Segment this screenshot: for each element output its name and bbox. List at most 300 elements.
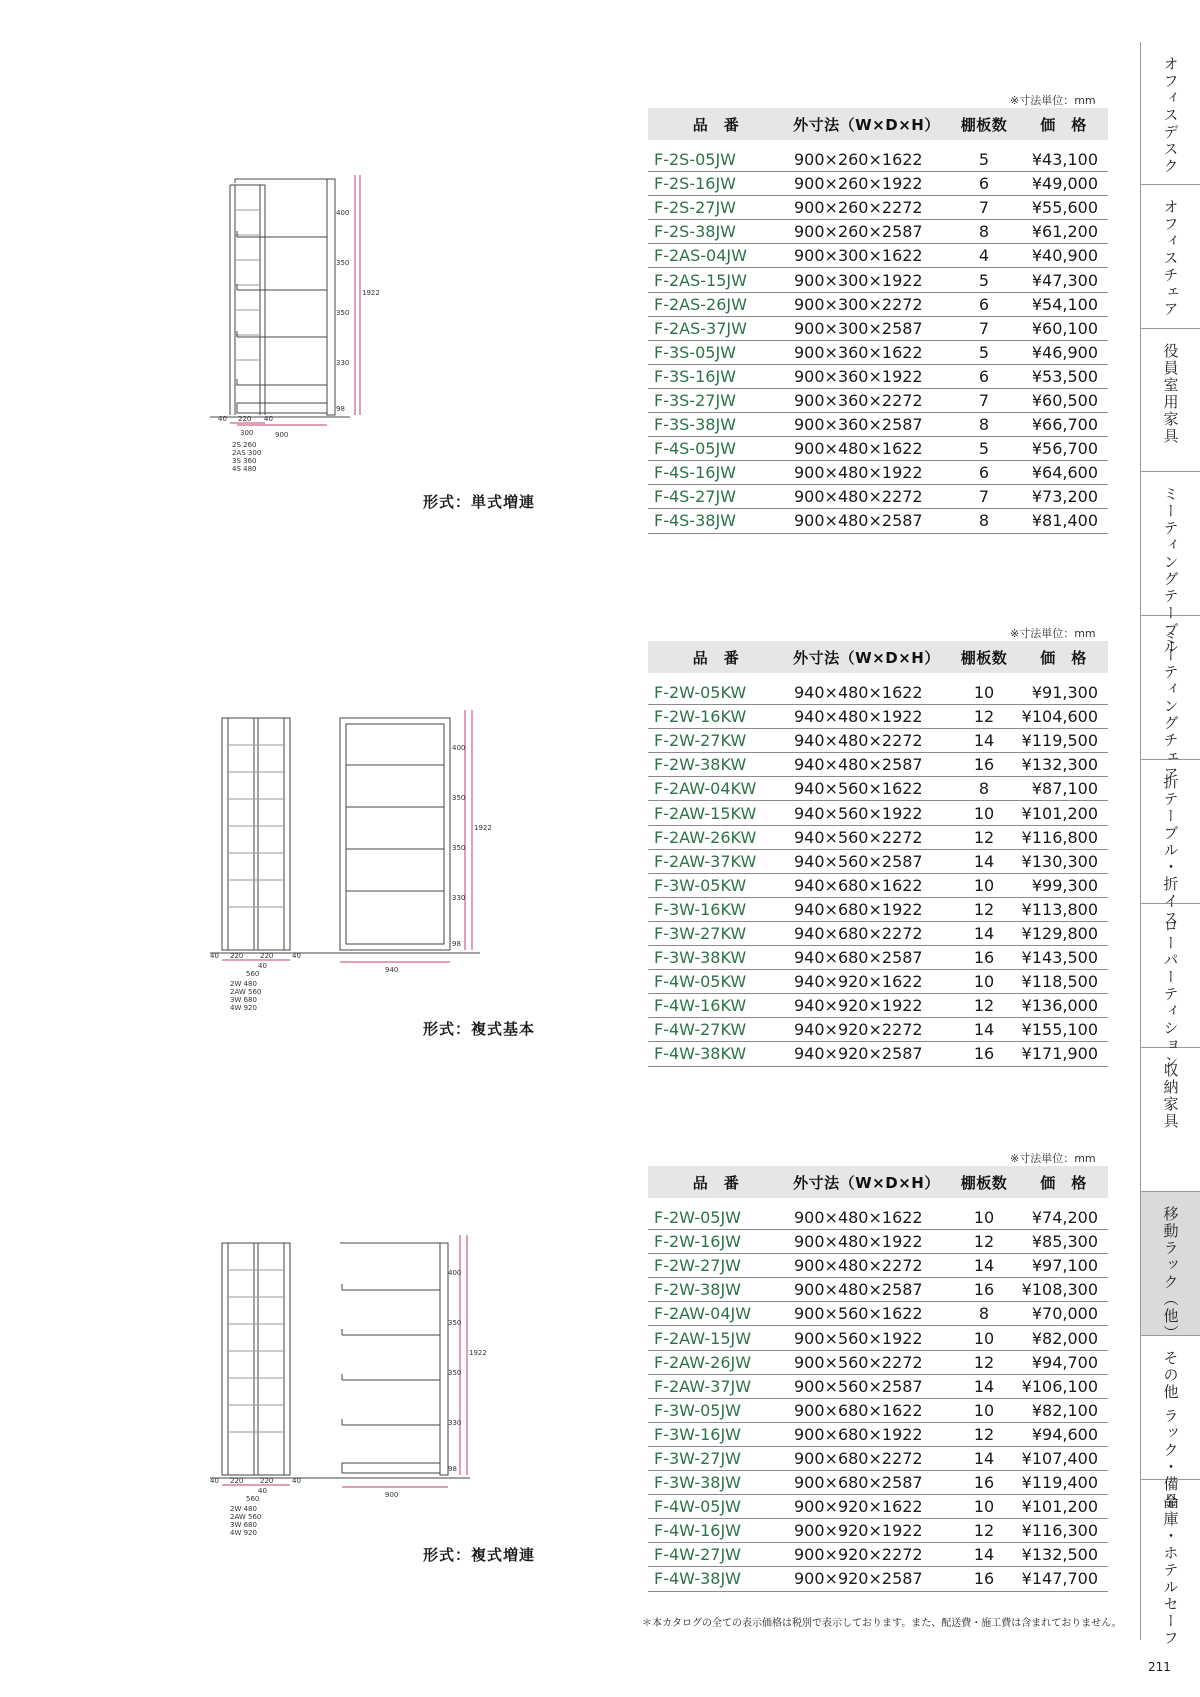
dim-label: 1922: [362, 289, 380, 297]
nav-item-label: ミーティングテーブル: [1161, 486, 1180, 656]
outer-dimensions: 940×480×1622: [784, 681, 949, 705]
price: ¥81,400: [1019, 509, 1108, 533]
price: ¥99,300: [1019, 873, 1108, 897]
shelf-count: 8: [949, 509, 1019, 533]
table-row: [648, 340, 1108, 364]
table-row: [648, 873, 1108, 897]
table-row: [648, 1543, 1108, 1567]
table-row: [648, 509, 1108, 533]
price: ¥104,600: [1019, 705, 1108, 729]
spec-table: [648, 1166, 1108, 1592]
variant-label: 3W 680: [230, 996, 257, 1004]
shelf-count: 10: [949, 1206, 1019, 1230]
price: ¥130,300: [1019, 849, 1108, 873]
product-code: F-2AS-04JW: [648, 244, 784, 268]
price: ¥119,400: [1019, 1471, 1108, 1495]
outer-dimensions: 900×920×1922: [784, 1519, 949, 1543]
product-code: F-2AW-37KW: [648, 849, 784, 873]
product-code: F-2AS-37JW: [648, 316, 784, 340]
product-code: F-4W-16KW: [648, 994, 784, 1018]
price: ¥87,100: [1019, 777, 1108, 801]
outer-dimensions: 900×360×1922: [784, 364, 949, 388]
dim-label: 40: [292, 952, 301, 960]
variant-label: 2W 480: [230, 1505, 257, 1513]
nav-item-mobile-rack[interactable]: [1141, 1192, 1200, 1342]
outer-dimensions: 900×480×2272: [784, 1254, 949, 1278]
dim-label: 40: [258, 1487, 267, 1495]
outer-dimensions: 940×480×1922: [784, 705, 949, 729]
nav-item-office-desk[interactable]: [1141, 42, 1200, 185]
table-body: [648, 681, 1108, 1066]
shelf-count: 16: [949, 753, 1019, 777]
product-code: F-2AW-15KW: [648, 801, 784, 825]
table-row: [648, 364, 1108, 388]
table-row: [648, 316, 1108, 340]
table-row: [648, 1374, 1108, 1398]
table-row: [648, 1278, 1108, 1302]
header-price: 価 格: [1019, 641, 1108, 673]
product-code: F-4W-05KW: [648, 970, 784, 994]
shelf-count: 10: [949, 1398, 1019, 1422]
product-code: F-4S-16JW: [648, 461, 784, 485]
price: ¥40,900: [1019, 244, 1108, 268]
nav-item-label: 収納家具: [1161, 1062, 1180, 1130]
outer-dimensions: 900×920×2587: [784, 1567, 949, 1591]
dim-label: 330: [336, 359, 350, 367]
outer-dimensions: 900×480×1922: [784, 1230, 949, 1254]
product-code: F-2W-27JW: [648, 1254, 784, 1278]
outer-dimensions: 900×260×2272: [784, 196, 949, 220]
price: ¥55,600: [1019, 196, 1108, 220]
nav-item-other-racks[interactable]: [1141, 1336, 1200, 1510]
shelf-count: 12: [949, 1230, 1019, 1254]
table-row: [648, 946, 1108, 970]
price: ¥61,200: [1019, 220, 1108, 244]
product-code: F-3S-16JW: [648, 364, 784, 388]
product-code: F-2W-38JW: [648, 1278, 784, 1302]
product-code: F-4W-16JW: [648, 1519, 784, 1543]
spec-table: [648, 108, 1108, 534]
product-code: F-2W-05JW: [648, 1206, 784, 1230]
table-row: [648, 777, 1108, 801]
price: ¥82,000: [1019, 1326, 1108, 1350]
shelf-count: 5: [949, 340, 1019, 364]
shelf-count: 10: [949, 873, 1019, 897]
nav-item-executive-furniture[interactable]: [1141, 329, 1200, 472]
price: ¥47,300: [1019, 268, 1108, 292]
outer-dimensions: 940×920×1922: [784, 994, 949, 1018]
dim-label: 940: [385, 966, 399, 974]
table-row: [648, 1042, 1108, 1066]
shelf-count: 10: [949, 1495, 1019, 1519]
price: ¥94,600: [1019, 1422, 1108, 1446]
price: ¥101,200: [1019, 801, 1108, 825]
dim-label: 400: [448, 1269, 462, 1277]
dim-label: 350: [448, 1369, 462, 1377]
nav-item-label: オフィスデスク: [1161, 56, 1180, 175]
dim-label: 98: [336, 405, 345, 413]
nav-item-meeting-chair[interactable]: [1141, 616, 1200, 783]
nav-item-label: ミーティングチェア: [1161, 630, 1180, 783]
variant-label: 2AW 560: [230, 1513, 262, 1521]
form-label: 形式：複式増連: [423, 1546, 536, 1564]
dim-label: 40: [258, 962, 267, 970]
shelf-drawing-single-add-on: [210, 175, 510, 475]
shelf-count: 8: [949, 777, 1019, 801]
table-row: [648, 220, 1108, 244]
table-row: [648, 413, 1108, 437]
product-code: F-2S-05JW: [648, 148, 784, 172]
product-code: F-2S-16JW: [648, 172, 784, 196]
table-row: [648, 268, 1108, 292]
outer-dimensions: 900×680×2587: [784, 1471, 949, 1495]
dim-label: 40: [210, 952, 219, 960]
table-body: [648, 1206, 1108, 1591]
shelf-count: 16: [949, 946, 1019, 970]
header-shelves: 棚板数: [949, 1166, 1019, 1198]
dim-label: 98: [448, 1465, 457, 1473]
shelf-count: 5: [949, 268, 1019, 292]
outer-dimensions: 940×920×2587: [784, 1042, 949, 1066]
product-code: F-4S-27JW: [648, 485, 784, 509]
outer-dimensions: 900×480×2272: [784, 485, 949, 509]
outer-dimensions: 900×300×1622: [784, 244, 949, 268]
nav-item-storage[interactable]: [1141, 1048, 1200, 1192]
outer-dimensions: 900×300×1922: [784, 268, 949, 292]
outer-dimensions: 940×560×2587: [784, 849, 949, 873]
dim-label: 40: [218, 415, 227, 423]
product-code: F-3W-16JW: [648, 1422, 784, 1446]
table-row: [648, 1398, 1108, 1422]
table-row: [648, 825, 1108, 849]
price: ¥49,000: [1019, 172, 1108, 196]
shelf-count: 14: [949, 1018, 1019, 1042]
product-code: F-3S-27JW: [648, 388, 784, 412]
nav-item-label: 折テーブル・折イス: [1161, 774, 1180, 927]
shelf-count: 8: [949, 413, 1019, 437]
shelf-count: 16: [949, 1471, 1019, 1495]
product-code: F-3W-05JW: [648, 1398, 784, 1422]
shelf-count: 6: [949, 292, 1019, 316]
product-code: F-2W-05KW: [648, 681, 784, 705]
price: ¥97,100: [1019, 1254, 1108, 1278]
header-price: 価 格: [1019, 1166, 1108, 1198]
dim-label: 560: [246, 1495, 260, 1503]
dim-label: 350: [336, 259, 350, 267]
shelf-drawing-double-basic: [210, 710, 510, 1010]
shelf-count: 14: [949, 1374, 1019, 1398]
table-row: [648, 388, 1108, 412]
dim-label: 40: [264, 415, 273, 423]
shelf-count: 16: [949, 1567, 1019, 1591]
outer-dimensions: 940×680×2587: [784, 946, 949, 970]
table-row: [648, 485, 1108, 509]
header-code: 品 番: [648, 108, 784, 140]
outer-dimensions: 900×560×2272: [784, 1350, 949, 1374]
nav-item-office-chair[interactable]: [1141, 185, 1200, 329]
shelf-count: 10: [949, 801, 1019, 825]
shelf-count: 10: [949, 970, 1019, 994]
price: ¥155,100: [1019, 1018, 1108, 1042]
product-code: F-2AW-37JW: [648, 1374, 784, 1398]
table-row: [648, 148, 1108, 172]
shelf-count: 14: [949, 1446, 1019, 1470]
dim-label: 350: [452, 794, 466, 802]
shelf-count: 6: [949, 461, 1019, 485]
outer-dimensions: 940×680×1922: [784, 897, 949, 921]
outer-dimensions: 940×680×2272: [784, 921, 949, 945]
outer-dimensions: 900×260×1922: [784, 172, 949, 196]
outer-dimensions: 900×560×1922: [784, 1326, 949, 1350]
table-row: [648, 921, 1108, 945]
product-code: F-2AW-04JW: [648, 1302, 784, 1326]
product-code: F-2AW-04KW: [648, 777, 784, 801]
header-code: 品 番: [648, 641, 784, 673]
product-code: F-2S-27JW: [648, 196, 784, 220]
product-code: F-2W-38KW: [648, 753, 784, 777]
dim-label: 350: [336, 309, 350, 317]
price: ¥94,700: [1019, 1350, 1108, 1374]
price: ¥132,300: [1019, 753, 1108, 777]
dim-label: 350: [452, 844, 466, 852]
product-code: F-2AW-15JW: [648, 1326, 784, 1350]
price: ¥64,600: [1019, 461, 1108, 485]
shelf-drawing-double-add-on: [210, 1235, 510, 1535]
product-code: F-3W-38KW: [648, 946, 784, 970]
nav-item-label: 移動ラック（他）: [1161, 1206, 1180, 1342]
spec-table: [648, 641, 1108, 1067]
technical-drawing: [210, 710, 510, 1010]
product-code: F-4W-05JW: [648, 1495, 784, 1519]
price: ¥43,100: [1019, 148, 1108, 172]
outer-dimensions: 900×360×2272: [784, 388, 949, 412]
shelf-count: 5: [949, 437, 1019, 461]
nav-item-meeting-table[interactable]: [1141, 472, 1200, 656]
outer-dimensions: 900×560×1622: [784, 1302, 949, 1326]
price: ¥82,100: [1019, 1398, 1108, 1422]
price: ¥116,300: [1019, 1519, 1108, 1543]
table-row: [648, 1350, 1108, 1374]
price: ¥91,300: [1019, 681, 1108, 705]
price: ¥74,200: [1019, 1206, 1108, 1230]
header-dims: 外寸法（W×D×H）: [784, 641, 949, 673]
outer-dimensions: 900×480×1622: [784, 437, 949, 461]
header-shelves: 棚板数: [949, 108, 1019, 140]
price: ¥101,200: [1019, 1495, 1108, 1519]
price: ¥118,500: [1019, 970, 1108, 994]
product-code: F-4W-38KW: [648, 1042, 784, 1066]
price: ¥147,700: [1019, 1567, 1108, 1591]
shelf-count: 6: [949, 364, 1019, 388]
dim-label: 1922: [469, 1349, 487, 1357]
page-number: 211: [1148, 1660, 1171, 1674]
outer-dimensions: 900×360×2587: [784, 413, 949, 437]
shelf-count: 5: [949, 148, 1019, 172]
product-code: F-2AW-26JW: [648, 1350, 784, 1374]
outer-dimensions: 940×480×2272: [784, 729, 949, 753]
table-row: [648, 681, 1108, 705]
table-row: [648, 729, 1108, 753]
dim-label: 1922: [474, 824, 492, 832]
product-code: F-3W-38JW: [648, 1471, 784, 1495]
product-code: F-2AW-26KW: [648, 825, 784, 849]
price: ¥53,500: [1019, 364, 1108, 388]
product-code: F-4W-27JW: [648, 1543, 784, 1567]
outer-dimensions: 900×680×1922: [784, 1422, 949, 1446]
price-footnote: ＊本カタログの全ての表示価格は税別で表示しております。また、配送費・施工費は含まれておりません。: [642, 1618, 1122, 1629]
price: ¥116,800: [1019, 825, 1108, 849]
shelf-count: 12: [949, 1422, 1019, 1446]
product-code: F-3W-27KW: [648, 921, 784, 945]
shelf-count: 14: [949, 921, 1019, 945]
table-row: [648, 1495, 1108, 1519]
header-code: 品 番: [648, 1166, 784, 1198]
shelf-count: 16: [949, 1042, 1019, 1066]
header-price: 価 格: [1019, 108, 1108, 140]
nav-item-folding[interactable]: [1141, 760, 1200, 927]
product-code: F-3W-27JW: [648, 1446, 784, 1470]
table-row: [648, 437, 1108, 461]
table-row: [648, 244, 1108, 268]
shelf-count: 6: [949, 172, 1019, 196]
shelf-count: 14: [949, 729, 1019, 753]
outer-dimensions: 940×680×1622: [784, 873, 949, 897]
price: ¥119,500: [1019, 729, 1108, 753]
table-row: [648, 1519, 1108, 1543]
price: ¥113,800: [1019, 897, 1108, 921]
table-row: [648, 994, 1108, 1018]
outer-dimensions: 900×300×2272: [784, 292, 949, 316]
dim-label: 40: [292, 1477, 301, 1485]
dim-label: 560: [246, 970, 260, 978]
dim-label: 400: [452, 744, 466, 752]
shelf-count: 14: [949, 1543, 1019, 1567]
variant-label: 4S 480: [232, 465, 257, 473]
outer-dimensions: 940×920×1622: [784, 970, 949, 994]
variant-label: 2W 480: [230, 980, 257, 988]
price: ¥56,700: [1019, 437, 1108, 461]
variant-label: 4W 920: [230, 1004, 257, 1010]
dim-label: 98: [452, 940, 461, 948]
table-row: [648, 705, 1108, 729]
nav-item-label: その他 ラック・備品: [1161, 1350, 1180, 1510]
price: ¥136,000: [1019, 994, 1108, 1018]
outer-dimensions: 900×920×1622: [784, 1495, 949, 1519]
variant-label: 2S 260: [232, 441, 257, 449]
outer-dimensions: 900×260×2587: [784, 220, 949, 244]
dim-label: 40: [210, 1477, 219, 1485]
dim-label: 900: [385, 1491, 399, 1499]
shelf-count: 14: [949, 1254, 1019, 1278]
product-code: F-2S-38JW: [648, 220, 784, 244]
shelf-count: 7: [949, 388, 1019, 412]
technical-drawing: [210, 175, 510, 475]
table-row: [648, 1018, 1108, 1042]
form-label: 形式：複式基本: [423, 1020, 536, 1038]
price: ¥70,000: [1019, 1302, 1108, 1326]
product-code: F-4W-27KW: [648, 1018, 784, 1042]
price: ¥108,300: [1019, 1278, 1108, 1302]
table-row: [648, 1302, 1108, 1326]
product-code: F-2W-16KW: [648, 705, 784, 729]
shelf-count: 8: [949, 1302, 1019, 1326]
shelf-count: 10: [949, 1326, 1019, 1350]
shelf-count: 7: [949, 316, 1019, 340]
header-dims: 外寸法（W×D×H）: [784, 108, 949, 140]
header-dims: 外寸法（W×D×H）: [784, 1166, 949, 1198]
shelf-count: 4: [949, 244, 1019, 268]
shelf-count: 10: [949, 681, 1019, 705]
shelf-count: 12: [949, 994, 1019, 1018]
outer-dimensions: 900×680×1622: [784, 1398, 949, 1422]
price: ¥60,500: [1019, 388, 1108, 412]
table-row: [648, 292, 1108, 316]
product-code: F-2AS-15JW: [648, 268, 784, 292]
product-code: F-3W-16KW: [648, 897, 784, 921]
table-row: [648, 897, 1108, 921]
table-row: [648, 1446, 1108, 1470]
shelf-count: 7: [949, 196, 1019, 220]
unit-note: ※寸法単位：mm: [1010, 627, 1096, 640]
dim-label: 220: [230, 1477, 244, 1485]
table-row: [648, 1422, 1108, 1446]
outer-dimensions: 900×680×2272: [784, 1446, 949, 1470]
product-code: F-2W-16JW: [648, 1230, 784, 1254]
dim-label: 300: [240, 429, 254, 437]
shelf-count: 12: [949, 825, 1019, 849]
dim-label: 220: [238, 415, 252, 423]
nav-item-label: 金庫・ホテルセーフ: [1161, 1494, 1180, 1647]
dim-label: 330: [452, 894, 466, 902]
shelf-count: 7: [949, 485, 1019, 509]
nav-item-safe[interactable]: [1141, 1480, 1200, 1647]
outer-dimensions: 900×560×2587: [784, 1374, 949, 1398]
outer-dimensions: 940×560×1622: [784, 777, 949, 801]
dim-label: 350: [448, 1319, 462, 1327]
outer-dimensions: 900×480×2587: [784, 509, 949, 533]
nav-item-low-partition[interactable]: [1141, 904, 1200, 1071]
outer-dimensions: 940×920×2272: [784, 1018, 949, 1042]
product-code: F-4W-38JW: [648, 1567, 784, 1591]
table-row: [648, 1567, 1108, 1591]
variant-label: 4W 920: [230, 1529, 257, 1535]
shelf-count: 16: [949, 1278, 1019, 1302]
price: ¥66,700: [1019, 413, 1108, 437]
variant-label: 2AW 560: [230, 988, 262, 996]
variant-label: 3W 680: [230, 1521, 257, 1529]
table-row: [648, 461, 1108, 485]
outer-dimensions: 900×480×1922: [784, 461, 949, 485]
form-label: 形式：単式増連: [423, 493, 536, 511]
technical-drawing: [210, 1235, 510, 1535]
header-shelves: 棚板数: [949, 641, 1019, 673]
price: ¥106,100: [1019, 1374, 1108, 1398]
price: ¥129,800: [1019, 921, 1108, 945]
table-row: [648, 970, 1108, 994]
dim-label: 220: [260, 1477, 274, 1485]
variant-label: 2AS 300: [232, 449, 262, 457]
shelf-count: 12: [949, 897, 1019, 921]
dim-label: 900: [275, 431, 289, 439]
nav-item-label: 役員室用家具: [1161, 343, 1180, 445]
outer-dimensions: 940×480×2587: [784, 753, 949, 777]
table-row: [648, 1326, 1108, 1350]
dim-label: 220: [260, 952, 274, 960]
category-side-nav: [1140, 42, 1200, 1647]
table-row: [648, 1254, 1108, 1278]
dim-label: 400: [336, 209, 350, 217]
table-row: [648, 801, 1108, 825]
